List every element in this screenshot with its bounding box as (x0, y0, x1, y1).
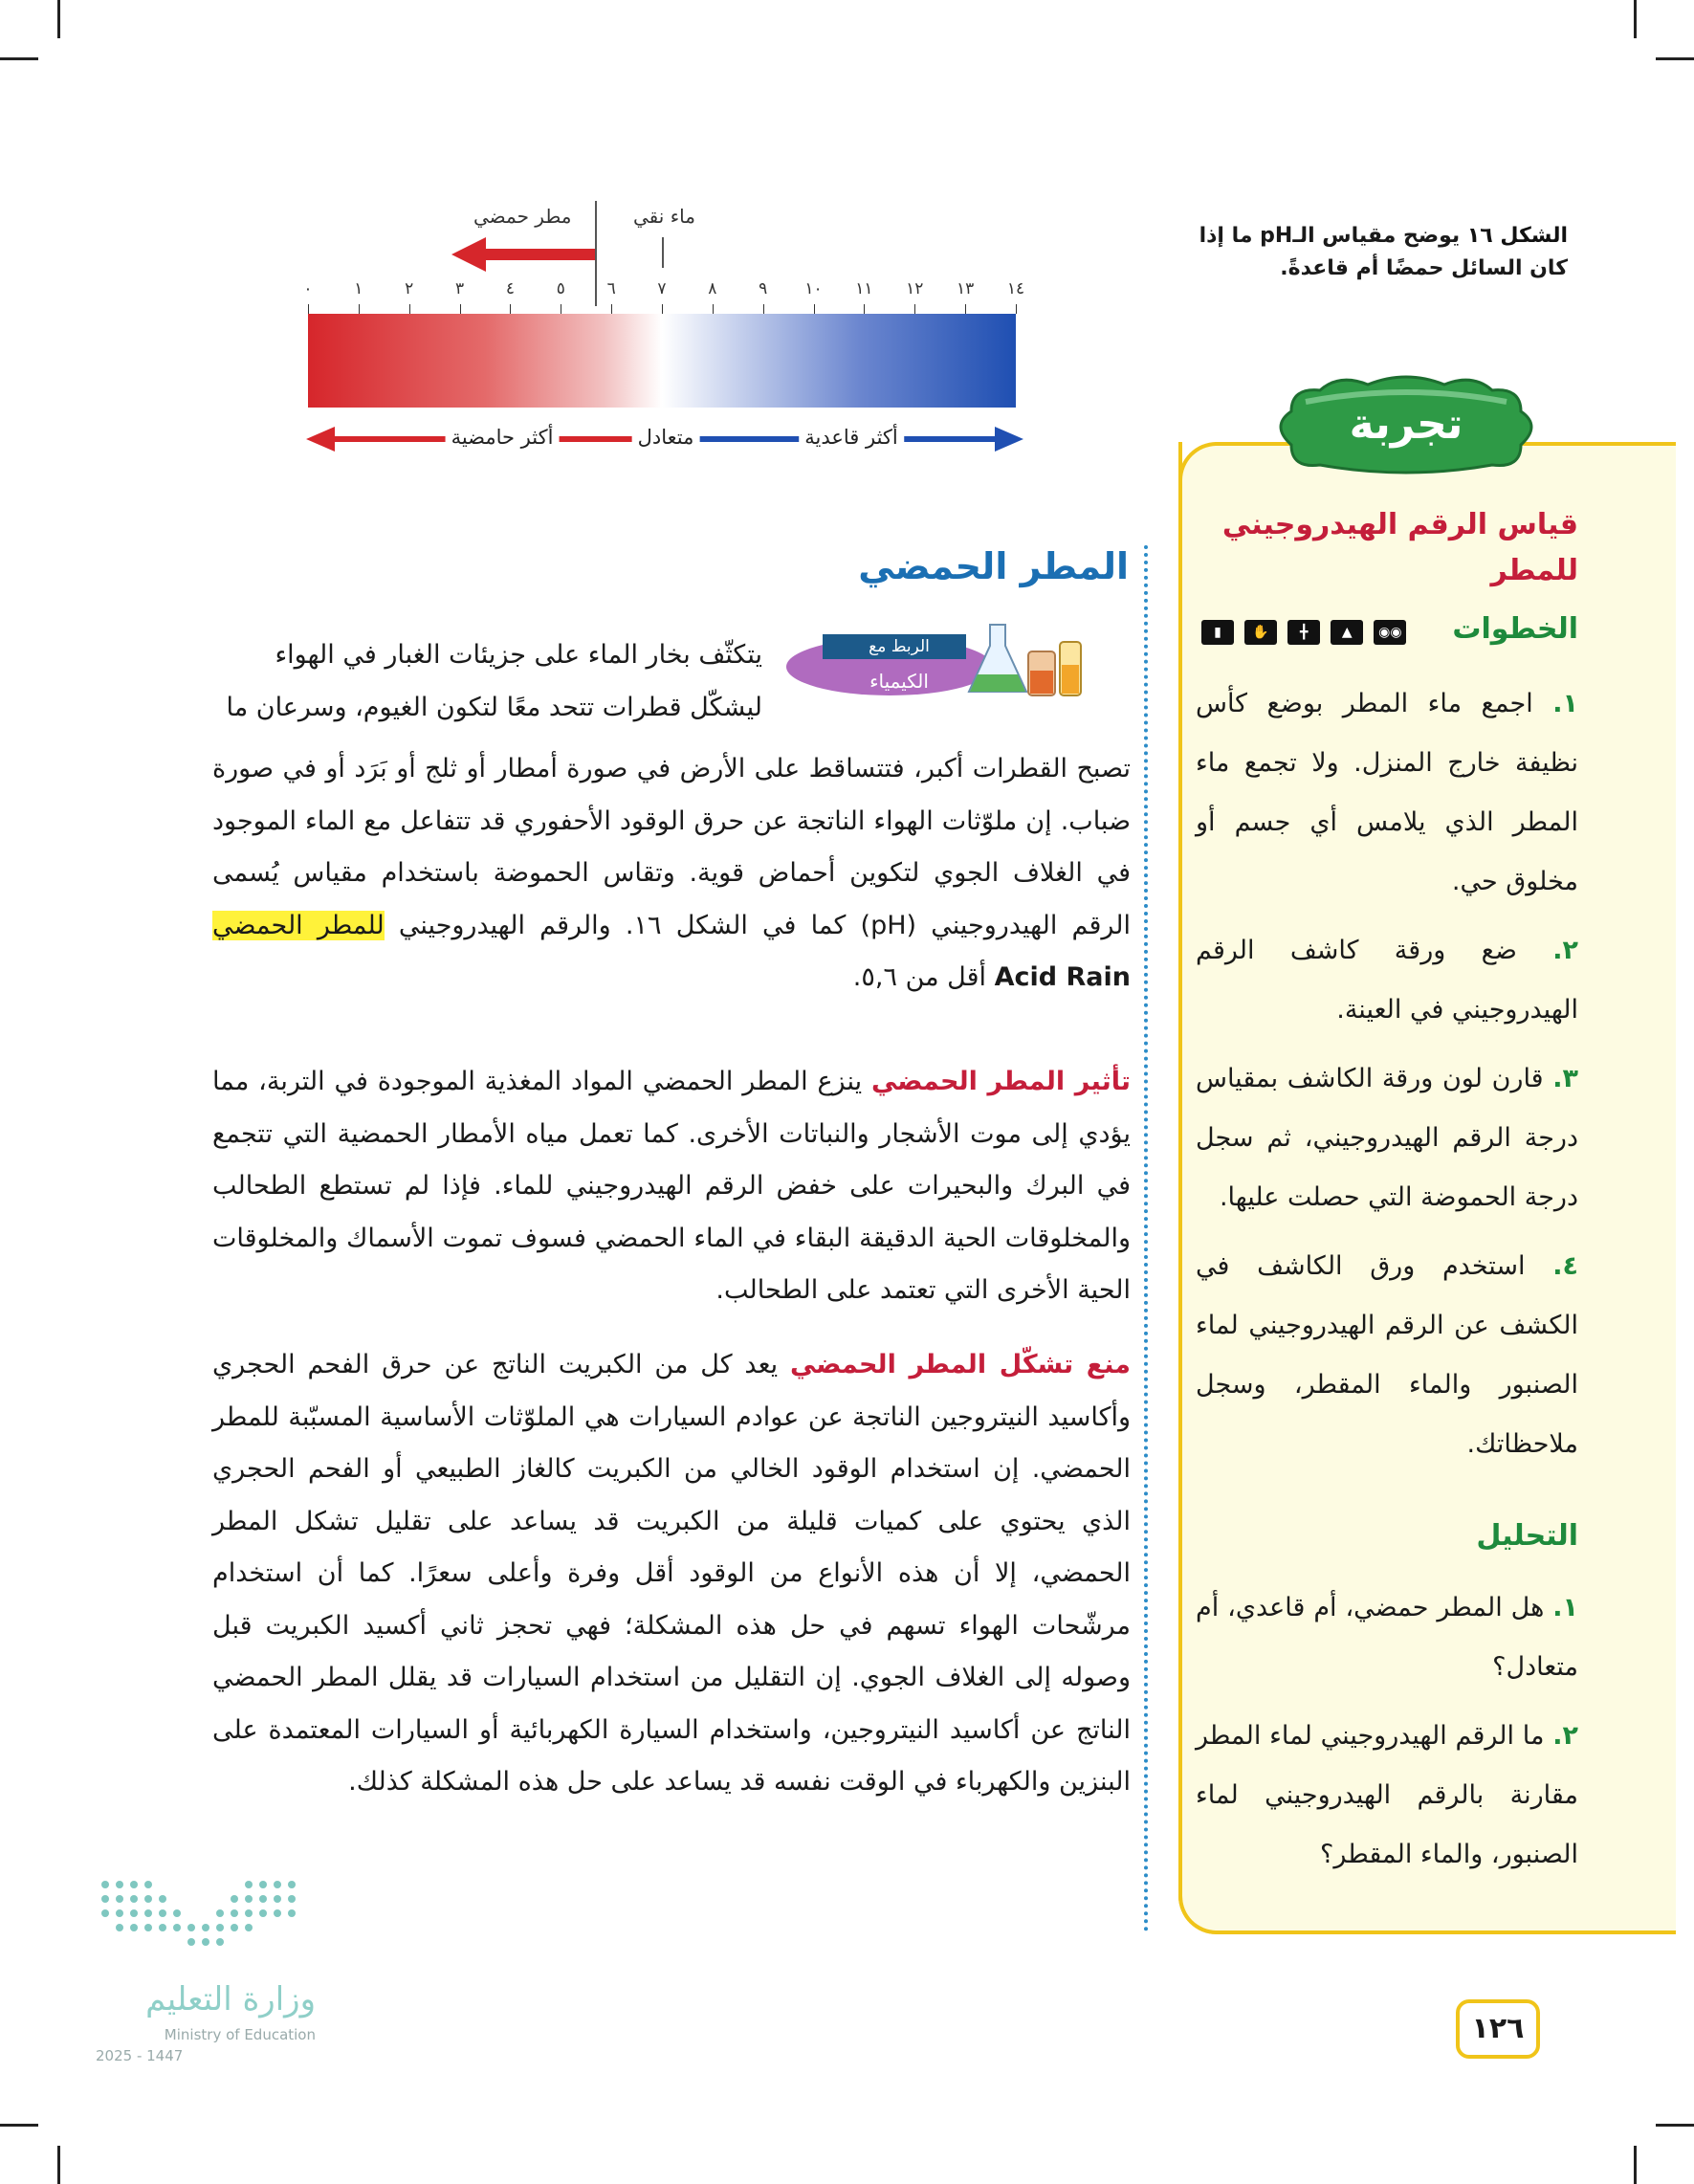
scale-tick-label: ٠ (303, 279, 313, 298)
scale-tick-label: ١٠ (804, 279, 823, 298)
list-item (1196, 674, 1578, 912)
steps-heading-row (1196, 612, 1578, 660)
scale-tick (713, 304, 714, 314)
crop-mark (0, 57, 38, 60)
list-item (1196, 1578, 1578, 1697)
step-number: ٢. (1552, 936, 1578, 965)
step-number: ٣. (1552, 1064, 1578, 1093)
logo-year: 2025 - 1447 (96, 2047, 184, 2064)
step-text: اجمع ماء المطر بوضع كأس نظيفة خارج المنزل. ولا تجمع ماء المطر الذي يلامس أي جسم أو مخلوق حي. (1196, 689, 1578, 896)
scale-tick (763, 304, 764, 314)
pure-water-label: ماء نقي (633, 205, 695, 228)
intro-end: أقل من ٥,٦. (852, 962, 987, 992)
ministry-logo (96, 1875, 316, 2095)
scale-tick (864, 304, 865, 314)
step-number: ١. (1552, 689, 1578, 718)
lab-coat-icon: ▲ (1331, 620, 1363, 645)
step-text: استخدم ورق الكاشف في الكشف عن الرقم الهيدروجيني لماء الصنبور والماء المقطر، وسجل ملاحظاتك. (1196, 1251, 1578, 1459)
list-item (1196, 1049, 1578, 1227)
key-term-english: Acid Rain (994, 962, 1131, 992)
crop-mark (1634, 2146, 1637, 2184)
chem-badge-line2: الكيمياء (869, 670, 929, 693)
scale-tick-label: ٤ (505, 279, 515, 298)
scale-tick (460, 304, 461, 314)
scale-tick (611, 304, 612, 314)
page-number: ١٢٦ (1456, 1999, 1540, 2059)
acid-rain-arrow-icon (451, 237, 595, 272)
step-text: ضع ورقة كاشف الرقم الهيدروجيني في العينة. (1196, 936, 1578, 1025)
crop-mark (57, 0, 60, 38)
prevention-heading: منع تشكّل المطر الحمضي (789, 1350, 1131, 1379)
analysis-heading: التحليل (1476, 1519, 1578, 1553)
scale-tick (814, 304, 815, 314)
scale-tick (1016, 304, 1017, 314)
safety-icons (1196, 620, 1406, 645)
scale-tick-label: ١١ (855, 279, 873, 298)
question-number: ١. (1552, 1593, 1578, 1622)
scale-tick-label: ٨ (708, 279, 717, 298)
more-acidic-label: أكثر حامضية (446, 426, 560, 449)
step-text: قارن لون ورقة الكاشف بمقياس درجة الرقم الهيدروجيني، ثم سجل درجة الحموضة التي حصلت عليها. (1196, 1064, 1578, 1212)
logo-english: Ministry of Education (164, 2026, 316, 2043)
question-number: ٢. (1552, 1721, 1578, 1751)
scale-tick-label: ٥ (556, 279, 565, 298)
paragraph-effects (212, 1056, 1131, 1317)
crop-mark (1656, 2124, 1694, 2127)
figure-label: الشكل ١٦ (1466, 224, 1568, 248)
scale-tick-label: ٧ (657, 279, 667, 298)
steps-list (1196, 674, 1578, 1484)
chem-badge-line1: الربط مع (869, 637, 930, 656)
scale-tick (662, 304, 663, 314)
experiment-title: قياس الرقم الهيدروجيني للمطر (1221, 508, 1578, 587)
goggles-icon: ◉◉ (1374, 620, 1406, 645)
paragraph-intro-start: يتكثّف بخار الماء على جزيئات الغبار في الهواء ليشكّل قطرات تتحد معًا لتكون الغيوم، وسرعان ما (226, 640, 762, 722)
thermometer-icon: ╋ (1287, 620, 1320, 645)
list-item (1196, 1707, 1578, 1885)
section-title: المطر الحمضي (858, 545, 1129, 587)
effects-text: ينزع المطر الحمضي المواد المغذية الموجودة في التربة، مما يؤدي إلى موت الأشجار والنباتات الأخرى. كما تعمل مياه الأمطار الحمضية التي تتجمع في البرك والبحيرات على خفض الرقم الهيدروجيني للماء. فإذا لم تستطع الطحالب والمخلوقات الحية الدقيقة البقاء في الماء الحمضي فسوف تموت الأسماك والمخلوقات الحية الأخرى التي تعتمد على الطحالب. (212, 1067, 1131, 1305)
paragraph-prevention (212, 1339, 1131, 1809)
scale-tick (914, 304, 915, 314)
scale-tick-label: ١٢ (906, 279, 924, 298)
neutral-label: متعادل (632, 426, 700, 449)
scale-tick-label: ١٤ (1006, 279, 1025, 298)
crop-mark (0, 2124, 38, 2127)
ph-gradient-bar (308, 314, 1016, 408)
figure-caption (1166, 220, 1568, 285)
scale-tick (510, 304, 511, 314)
acid-rain-divider (595, 201, 597, 306)
crop-mark (1656, 57, 1694, 60)
column-separator (1144, 545, 1148, 1932)
scale-tick-label: ١٣ (957, 279, 975, 298)
scale-tick-label: ٢ (405, 279, 414, 298)
scale-tick-label: ٦ (606, 279, 616, 298)
prevention-text: يعد كل من الكبريت الناتج عن حرق الفحم الحجري وأكاسيد النيتروجين الناتجة عن عوادم السيارات هي الملوّثات الأساسية المسبّبة للمطر الحمضي. إن استخدام الوقود الخالي من الكبريت كالغاز الطبيعي أو الفحم الحجري الذي يحتوي على كميات قليلة من الكبريت قد يساعد على تقليل تشكل المطر الحمضي، إلا أن هذه الأنواع من الوقود أقل وفرة وأعلى سعرًا. كما أن استخدام مرشّحات الهواء تسهم في حل هذه المشكلة؛ فهي تحجز ثاني أكسيد الكبريت قبل وصوله إلى الغلاف الجوي. إن التقليل من استخدام السيارات قد يقلل المطر الحمضي الناتج عن أكاسيد النيتروجين، واستخدام السيارة الكهربائية أو السيارات المعتمدة على البنزين والكهرباء في الوقت نفسه قد يساعد على حل هذه المشكلة كذلك. (212, 1350, 1131, 1797)
crop-mark (57, 2146, 60, 2184)
question-text: هل المطر حمضي، أم قاعدي، أم متعادل؟ (1196, 1593, 1578, 1682)
acid-rain-label: مطر حمضي (473, 205, 572, 228)
effects-heading: تأثير المطر الحمضي (870, 1067, 1132, 1096)
scale-tick-label: ٩ (759, 279, 768, 298)
logo-dots-icon (96, 1875, 316, 1961)
more-basic-label: أكثر قاعدية (799, 426, 904, 449)
scale-tick (965, 304, 966, 314)
pure-water-divider (662, 237, 664, 268)
paragraph-intro (212, 743, 1131, 1004)
analysis-list (1196, 1578, 1578, 1894)
scale-tick (308, 304, 309, 314)
logo-arabic: وزارة التعليم (145, 1980, 316, 2019)
list-item (1196, 921, 1578, 1040)
scale-tick-label: ١ (354, 279, 363, 298)
list-item (1196, 1237, 1578, 1474)
scale-tick-label: ٣ (454, 279, 465, 298)
scale-tick (359, 304, 360, 314)
ph-scale-figure (287, 191, 1052, 469)
scale-tick (409, 304, 410, 314)
intro-text: تصبح القطرات أكبر، فتتساقط على الأرض في صورة أمطار أو ثلج أو بَرَد أو في صورة ضباب. إن ملوّثات الهواء الناتجة عن حرق الوقود الأحفوري قد تتفاعل مع الماء الموجود في الغلاف الجوي لتكوين أحماض قوية. وتقاس الحموضة باستخدام مقياس يُسمى الرقم الهيدروجيني (pH) كما في الشكل ١٦. والرقم الهيدروجيني (212, 754, 1132, 940)
apron-icon: ▮ (1201, 620, 1234, 645)
step-number: ٤. (1552, 1251, 1578, 1281)
experiment-badge-label: تجربة (1349, 400, 1463, 449)
key-term-highlight: للمطر الحمضي (212, 910, 385, 940)
crop-mark (1634, 0, 1637, 38)
hand-wash-icon: ✋ (1244, 620, 1277, 645)
question-text: ما الرقم الهيدروجيني لماء المطر مقارنة بالرقم الهيدروجيني لماء الصنبور، والماء المقطر؟ (1196, 1721, 1578, 1869)
caption-text: يوضح مقياس الـpH ما إذا كان السائل حمضًا أم قاعدةً. (1199, 224, 1568, 280)
steps-heading: الخطوات (1452, 612, 1578, 646)
